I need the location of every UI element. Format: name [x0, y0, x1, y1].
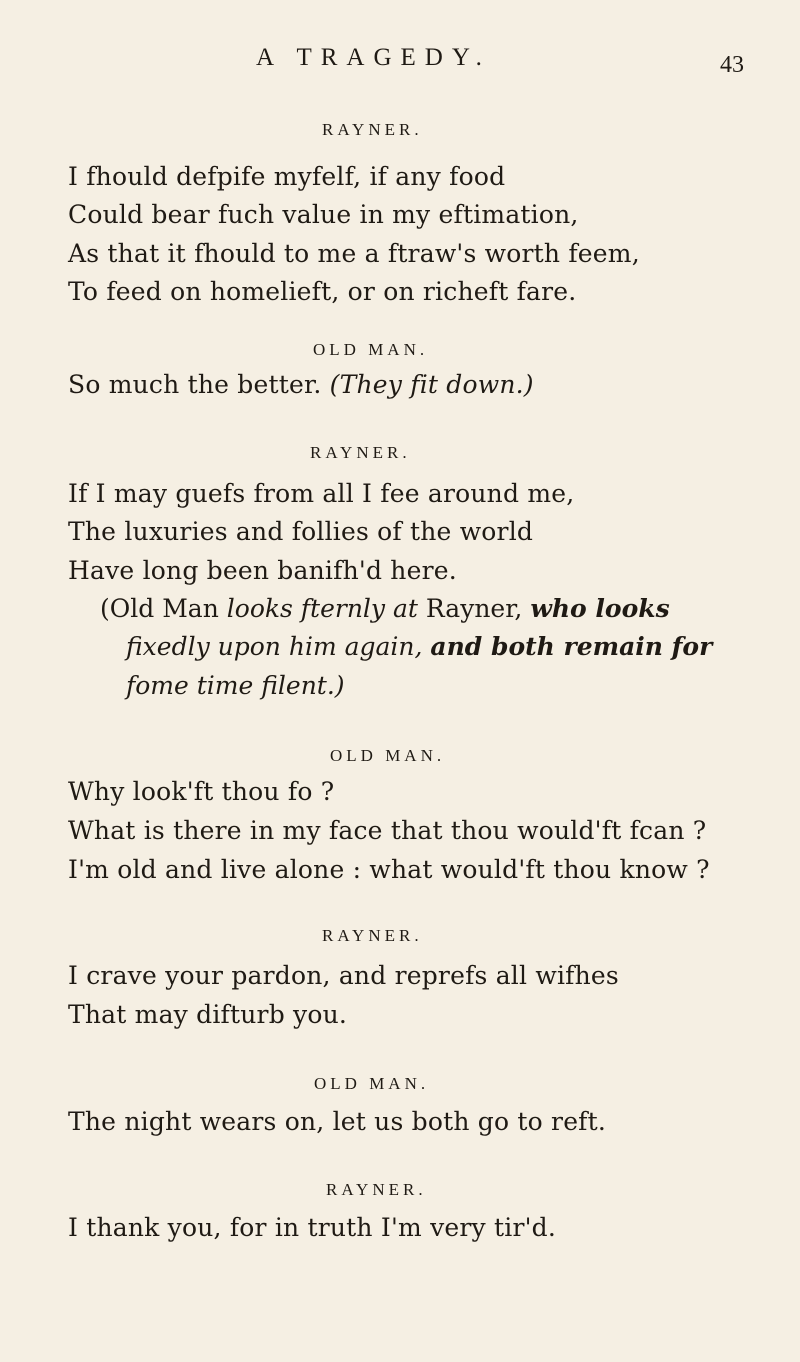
- verse-line: Could bear fuch value in my eftimation,: [68, 200, 579, 229]
- verse-line: Have long been banifh'd here.: [68, 556, 457, 585]
- verse-line: I'm old and live alone : what would'ft thou know ?: [68, 855, 710, 884]
- speaker-label: OLD MAN.: [313, 340, 429, 359]
- verse-line: The night wears on, let us both go to reft.: [68, 1107, 607, 1136]
- speaker-label: OLD MAN.: [314, 1074, 430, 1093]
- stage-text-italic: looks fternly at: [226, 594, 418, 623]
- verse-line: [68, 370, 534, 399]
- speaker-label: RAYNER.: [322, 926, 423, 945]
- speaker-label: RAYNER.: [310, 443, 411, 462]
- verse-line: As that it fhould to me a ftraw's worth feem,: [68, 239, 640, 268]
- verse-line: I crave your pardon, and reprefs all wifhes: [68, 961, 619, 990]
- verse-line: If I may guefs from all I fee around me,: [68, 479, 575, 508]
- speaker-label: RAYNER.: [326, 1180, 427, 1199]
- stage-text-italic: who looks: [530, 594, 670, 623]
- verse-line: That may difturb you.: [68, 1000, 348, 1029]
- page-number: 43: [720, 52, 744, 78]
- verse-line: What is there in my face that thou would'ft fcan ?: [68, 816, 707, 845]
- verse-line: Why look'ft thou fo ?: [68, 777, 335, 806]
- character-name: Rayner,: [425, 594, 523, 623]
- stage-direction: fome time filent.): [126, 671, 345, 700]
- verse-line: I thank you, for in truth I'm very tir'd.: [68, 1213, 557, 1242]
- stage-text-italic: and both remain for: [430, 632, 713, 661]
- running-title: A TRAGEDY.: [256, 44, 491, 71]
- verse-line: To feed on homelieft, or on richeft fare.: [68, 277, 577, 306]
- verse-line: The luxuries and follies of the world: [68, 517, 534, 546]
- verse-line: I fhould defpife myfelf, if any food: [68, 162, 506, 191]
- speaker-label: RAYNER.: [322, 120, 423, 139]
- stage-text-italic: fixedly upon him again,: [126, 632, 423, 661]
- speaker-label: OLD MAN.: [330, 746, 446, 765]
- stage-direction: (They fit down.): [329, 370, 534, 399]
- verse-text: So much the better.: [68, 370, 322, 399]
- stage-direction: [100, 594, 670, 623]
- stage-text: (Old Man: [100, 594, 219, 623]
- stage-direction: [126, 632, 712, 661]
